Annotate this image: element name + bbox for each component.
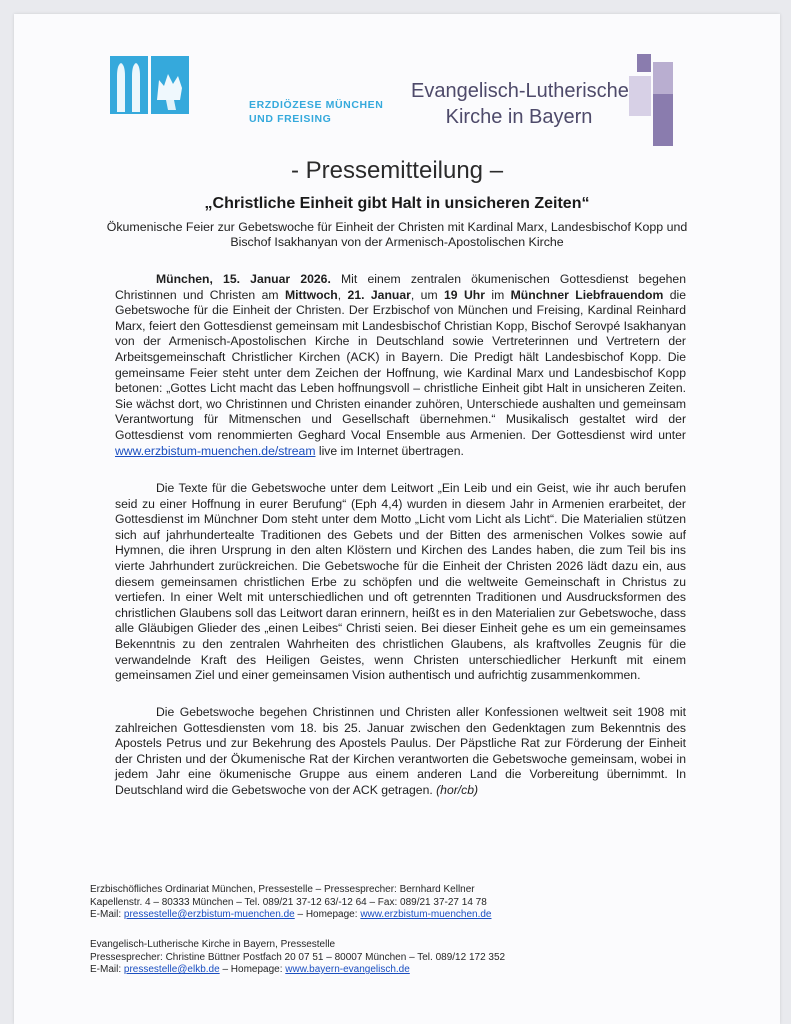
dateline: München, 15. Januar 2026. bbox=[156, 272, 331, 286]
subheadline: Ökumenische Feier zur Gebetswoche für Einheit der Christen mit Kardinal Marx, Landesbischof Kopp und Bischof Isakhanyan von der Armenisch-Apostolischen Kirche bbox=[106, 220, 688, 249]
contact1-email-label: E-Mail: bbox=[90, 909, 124, 921]
p1-text-3: , um bbox=[410, 287, 445, 302]
p1-text-6: live im Internet übertragen. bbox=[315, 443, 464, 458]
contact1-homepage-link[interactable]: www.erzbistum-muenchen.de bbox=[360, 909, 492, 921]
erzdioezese-name bbox=[249, 98, 409, 126]
contact2-line2: Pressesprecher: Christine Büttner Postfach 20 07 51 – 80007 München – Tel. 089/12 172 352 bbox=[90, 951, 506, 963]
contact1-email-link[interactable]: pressestelle@erzbistum-muenchen.de bbox=[123, 909, 295, 921]
p1-text-1: Mit einem zentralen ökumenischen Gottesdienst begehen Christinnen und Christen am bbox=[115, 272, 686, 302]
p1-text-4: im bbox=[484, 287, 511, 302]
contact-block-erzbistum bbox=[90, 884, 690, 922]
contact1-line3 bbox=[90, 909, 690, 922]
frauenkirche-towers-icon bbox=[110, 56, 250, 126]
p1-text-2: , bbox=[337, 287, 348, 302]
contact2-line1: Evangelisch-Lutherische Kirche in Bayern, Pressestelle bbox=[90, 939, 336, 950]
elkb-name bbox=[411, 78, 627, 130]
paragraph-1 bbox=[115, 272, 686, 459]
contact-block-elkb bbox=[90, 939, 690, 977]
contact1-line2: Kapellenstr. 4 – 80333 München – Tel. 089/21 37-12 63/-12 64 – Fax: 089/21 37-27 14 78 bbox=[90, 896, 487, 908]
elkb-mark-icon bbox=[629, 54, 675, 146]
stream-link[interactable]: www.erzbistum-muenchen.de/stream bbox=[115, 443, 316, 458]
headline: „Christliche Einheit gibt Halt in unsicheren Zeiten“ bbox=[204, 195, 590, 212]
contact2-line3 bbox=[90, 964, 690, 977]
contact2-email-label: E-Mail: bbox=[90, 964, 124, 976]
contact1-homepage-label: – Homepage: bbox=[294, 909, 361, 921]
document-page bbox=[14, 14, 780, 1024]
elkb-name-line1: Evangelisch-Lutherische bbox=[411, 80, 629, 102]
author-sign: (hor/cb) bbox=[436, 782, 479, 797]
elkb-name-line2: Kirche in Bayern bbox=[445, 106, 593, 128]
paragraph-3 bbox=[115, 705, 686, 799]
p1-bold-location: Münchner Liebfrauendom bbox=[510, 287, 664, 302]
elkb-logo bbox=[411, 54, 676, 146]
contact1-line1: Erzbischöfliches Ordinariat München, Pressestelle – Pressesprecher: Bernhard Kellner bbox=[90, 884, 475, 895]
p1-bold-date: 21. Januar bbox=[347, 287, 411, 302]
contact2-email-link[interactable]: pressestelle@elkb.de bbox=[123, 964, 220, 976]
p3-text: Die Gebetswoche begehen Christinnen und Christen aller Konfessionen weltweit seit 1908 mit zahlreichen Gottesdiensten vom 18. bis 25. Januar zwischen den Gedenktagen zum Bekenntnis des Apostels Petrus und zur Bekehrung des Apostels Paulus. Der Päpstliche Rat zur Förderung der Einheit der Christen und der Ökumenische Rat der Kirchen verantworten die Gebetswoche gemeinsam, wobei in jedem Jahr eine ökumenische Gruppe aus einem anderen Land die Vorbereitung übernimmt. In Deutschland wird die Gebetswoche von der ACK getragen. bbox=[115, 705, 686, 797]
paragraph-2: Die Texte für die Gebetswoche unter dem Leitwort „Ein Leib und ein Geist, wie ihr auch berufen seid zu einer Hoffnung in eurer Berufung“ (Eph 4,4) wurden in diesem Jahr in Armenien erarbeitet, der Gottesdienst im Münchner Dom steht unter dem Motto „Licht vom Licht als Licht“. Die Materialien stützen sich auf jahrhundertealte Traditionen des Gebets und der Bitten des armenischen Volkes sowie auf Hymnen, die ihren Ursprung in den alten Klöstern und Kirchen des Landes haben, die zum Teil bis ins vierte Jahrhundert zurückreichen. Die Gebetswoche für die Einheit der Christen 2026 lädt dazu ein, aus diesem gemeinsamen christlichen Erbe zu schöpfen und die weltweite Gemeinschaft in Christus zu vertiefen. In einer Welt mit unterschiedlichen und oft getrennten Traditionen und Ausdrucksformen des christlichen Glaubens soll das Leitwort daran erinnern, heißt es in den Materialien zur Gebetswoche, dass alle Gläubigen Glieder des „einen Leibes“ Christi seien. Bei dieser Einheit gehe es um ein gemeinsames Bekenntnis zu den zentralen Wahrheiten des christlichen Glaubens, als kraftvolles Zeugnis für die verwandelnde Kraft des Heiligen Geistes, wenn Christen unterschiedlicher Herkunft mit einem gemeinsamen Ziel und einer gemeinsamen Vision authentisch und aufrichtig zusammenkommen. bbox=[115, 481, 686, 683]
document-title: - Pressemitteilung – bbox=[290, 157, 504, 184]
contact2-homepage-label: – Homepage: bbox=[219, 964, 286, 976]
contact2-homepage-link[interactable]: www.bayern-evangelisch.de bbox=[285, 964, 410, 976]
p1-bold-day: Mittwoch bbox=[284, 287, 338, 302]
erzdioezese-name-line1: ERZDIÖZESE MÜNCHEN bbox=[249, 99, 384, 111]
erzdioezese-name-line2: UND FREISING bbox=[249, 113, 332, 125]
p1-text-5: die Gebetswoche für die Einheit der Christen. Der Erzbischof von München und Freising, Kardinal Reinhard Marx, feiert den Gottesdienst gemeinsam mit Landesbischof Christian Kopp, Bischof Serovpé Isakhanyan von der Armenisch-Apostolischen Kirche in Deutschland sowie Vertreterinnen und Vertretern der Arbeitsgemeinschaft Christlicher Kirchen (ACK) in Bayern. Die Predigt hält Landesbischof Kopp. Die gemeinsame Feier steht unter dem Zeichen der Hoffnung, wie Kardinal Marx und Landesbischof Kopp betonen: „Gottes Licht macht das Leben hoffnungsvoll – christliche Einheit gibt Halt in unsicheren Zeiten. Sie wächst dort, wo Christinnen und Christen einander zuhören, Unterschiede aushalten und gemeinsam Verantwortung für Mitmenschen und Gesellschaft übernehmen.“ Musikalisch gestaltet wird der Gottesdienst vom renommierten Geghard Vocal Ensemble aus Armenien. Der Gottesdienst wird unter bbox=[115, 287, 686, 442]
p1-bold-time: 19 Uhr bbox=[444, 287, 485, 302]
erzdioezese-logo bbox=[110, 56, 410, 126]
